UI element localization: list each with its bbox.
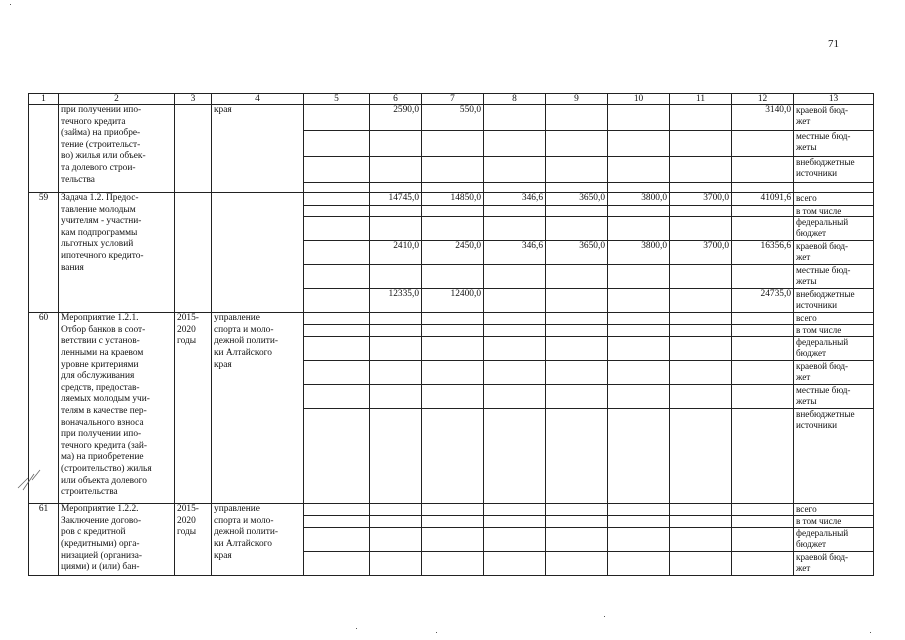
cell-value: 3700,0 [670,193,732,206]
scan-speck [870,632,871,633]
funding-source: всего [794,504,874,516]
col-header: 9 [546,94,608,105]
row-number: 60 [29,313,59,504]
cell-value: 24735,0 [732,289,794,313]
funding-source: краевой бюд- жет [794,552,874,576]
measure-text: Мероприятие 1.2.2. Заключение догово- ров с кредитной (кредитными) орга- низацией (организа- циями) и (или) бан- [59,504,175,576]
funding-source: внебюджетные источники [794,409,874,504]
cell-value: 346,6 [484,193,546,206]
funding-source: местные бюд- жеты [794,385,874,409]
col-header: 1 [29,94,59,105]
measure-text: при получении ипо- течного кредита (займа) на приобре- тение (строительст- во) жилья или объек- та долевого строи- тельства [59,105,175,193]
funding-source: всего [794,313,874,325]
cell-value: 3140,0 [732,105,794,131]
cell-value: 3650,0 [546,241,608,265]
years-text: 2015- 2020 годы [175,313,212,504]
cell-value: 14745,0 [370,193,422,206]
funding-source: в том числе [794,325,874,337]
column-number-row [29,94,874,105]
funding-source: краевой бюд- жет [794,241,874,265]
col-header: 13 [794,94,874,105]
row-number: 61 [29,504,59,576]
col-header: 11 [670,94,732,105]
row-number: 59 [29,193,59,313]
funding-source: всего [794,193,874,206]
cell-value: 2410,0 [370,241,422,265]
cell-value: 12335,0 [370,289,422,313]
funding-source: местные бюд- жеты [794,265,874,289]
funding-source: в том числе [794,205,874,217]
scan-speck [356,628,357,629]
measure-text: Мероприятие 1.2.1. Отбор банков в соот- ветствии с установ- ленными на краевом уровне критериями для обслуживания средств, предостав- ляемых молодым учи- телям в качестве пер- воначального взноса при получении ипо- течного кредита (зай- ма) на приобретение (строительство) жилья или объекта долевого строительства [59,313,175,504]
funding-source: федеральный бюджет [794,337,874,361]
funding-source: федеральный бюджет [794,217,874,241]
program-table [28,93,874,576]
col-header: 5 [304,94,370,105]
executor-text: края [212,105,304,193]
page-number: 71 [828,38,839,50]
scan-speck [436,632,437,633]
cell-value: 12400,0 [422,289,484,313]
cell-value: 2450,0 [422,241,484,265]
years-text: 2015- 2020 годы [175,504,212,576]
pen-mark-icon [14,466,44,492]
funding-source: краевой бюд- жет [794,361,874,385]
scan-speck [10,4,11,5]
executor-text: управление спорта и моло- дежной полити- ки Алтайского края [212,313,304,504]
cell-value: 14850,0 [422,193,484,206]
funding-source: внебюджетные источники [794,289,874,313]
col-header: 12 [732,94,794,105]
col-header: 2 [59,94,175,105]
funding-source: в том числе [794,516,874,528]
scan-speck [604,616,605,617]
cell-value: 2590,0 [370,105,422,131]
funding-source: внебюджетные источники [794,157,874,183]
funding-source: федеральный бюджет [794,528,874,552]
cell-value: 41091,6 [732,193,794,206]
col-header: 6 [370,94,422,105]
cell-value: 3800,0 [608,193,670,206]
cell-value: 3700,0 [670,241,732,265]
cell-value: 550,0 [422,105,484,131]
table-row [29,504,874,516]
cell-value: 346,6 [484,241,546,265]
table-row [29,105,874,131]
measure-text: Задача 1.2. Предос- тавление молодым учителям - участни- кам подпрограммы льготных условий ипотечного кредито- вания [59,193,175,313]
cell-value: 3650,0 [546,193,608,206]
col-header: 4 [212,94,304,105]
col-header: 7 [422,94,484,105]
funding-source: местные бюд- жеты [794,131,874,157]
cell-value: 16356,6 [732,241,794,265]
col-header: 10 [608,94,670,105]
table-row [29,313,874,325]
executor-text: управление спорта и моло- дежной полити- ки Алтайского края [212,504,304,576]
table-row [29,193,874,206]
col-header: 3 [175,94,212,105]
funding-source: краевой бюд- жет [794,105,874,131]
col-header: 8 [484,94,546,105]
cell-value: 3800,0 [608,241,670,265]
